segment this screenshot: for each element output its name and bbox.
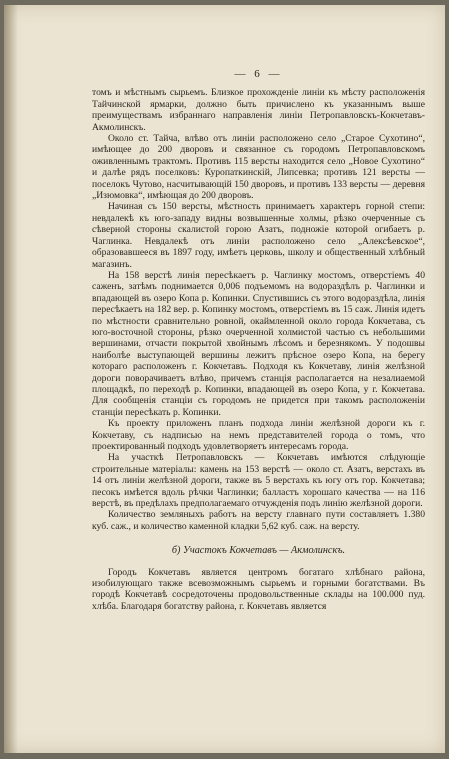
- paragraph: Около ст. Тайча, влѣво отъ линіи расположено село „Старое Сухотино“, имѣющее до 200 дворовъ и связанное съ городомъ Петропавловскомъ оживленнымъ трактомъ. Противъ 115 версты находится село „Новое Сухотино“ и далѣе рядъ поселковъ: Куропаткинскій, Липсевка; противъ 121 версты — поселокъ Чутово, насчитывающій 150 дворовъ, и противъ 133 версты — деревня „Изюмовка“, имѣющая до 200 дворовъ.: [92, 133, 425, 202]
- book-page: [4, 5, 445, 753]
- paragraph: На 158 верстѣ линія пересѣкаетъ р. Чаглинку мостомъ, отверстіемъ 40 саженъ, затѣмъ поднимается 0,006 подъемомъ на водораздѣлъ р. Чаглинки и впадающей въ озеро Копа р. Копинки. Спустившись съ этого водораздѣла, линія пересѣкаетъ на 182 вер. р. Копинку мостомъ, отверстіемъ въ 15 саж. Линія идетъ по мѣстности сравнительно ровной, окаймленной около города Кокчетава, съ юго-восточной стороны, рѣзко очерченной холмистой частью съ небольшими вершинами, отчасти покрытой хвойнымъ лѣсомъ и березнякомъ. У подошвы наиболѣе выступающей вершины лежитъ прѣсное озеро Копа, на берегу котораго расположенъ г. Кокчетавъ. Подходя къ Кокчетаву, линія желѣзной дороги поворачиваетъ влѣво, причемъ станція располагается на незалиаемой площадкѣ, по переходѣ р. Копинки, впадающей въ озеро Копа, у г. Кокчетава. Для сообщенія станціи съ городомъ не придется при такомъ расположеніи станціи пересѣкать р. Копинки.: [92, 269, 425, 418]
- section-heading: б) Участокъ Кокчетавъ — Акмолинскъ.: [171, 545, 346, 557]
- paragraph: На участкѣ Петропавловскъ — Кокчетавъ имѣются слѣдующіе строительные матеріалы: камень на 153 верстѣ — около ст. Азатъ, верстахъ въ 14 отъ линіи желѣзной дороги, также въ 5 верстахъ къ югу отъ гор. Кокчетава; песокъ имѣется вдоль рѣчки Чаглинки; балластъ хорошаго качества — на 116 верстѣ, въ предѣлахъ предполагаемаго отчужденія подъ линію желѣзной дороги.: [92, 452, 425, 510]
- paragraph: Количество земляныхъ работъ на версту главнаго пути составляетъ 1.380 куб. саж., и количество каменной кладки 5,62 куб. саж. на версту.: [92, 509, 425, 532]
- paragraph: Начиная съ 150 версты, мѣстность принимаетъ характеръ горной степи: невдалекѣ къ юго-западу видны возвышенные холмы, рѣзко очерченные съ сѣверной стороны скалистой горою Азатъ, подножіе которой огибаетъ р. Чаглинка. Невдалекѣ отъ линіи расположено село „Алексѣевское“, образовавшееся въ 1897 году, имѣетъ церковь, школу и общественный хлѣбный магазинъ.: [92, 201, 425, 270]
- paragraph: томъ и мѣстнымъ сырьемъ. Близкое прохожденіе линіи къ мѣсту расположенія Тайчинской ярмарки, должно быть причислено къ указаннымъ выше преимуществамъ избраннаго направленія линіи Петропавловскъ-Кокчетавъ-Акмолинскъ.: [92, 87, 425, 133]
- paragraph: Городъ Кокчетавъ является центромъ богатаго хлѣбнаго района, изобилующаго также всевозможнымъ сырьемъ и горными богатствами. Въ городѣ Кокчетавѣ сосредоточены продовольственные склады на 100.000 пуд. хлѣба. Благодаря богатству района, г. Кокчетавъ является: [92, 566, 425, 612]
- text-block: [92, 69, 425, 612]
- paragraph: Къ проекту приложенъ планъ подхода линіи желѣзной дороги къ г. Кокчетаву, съ надписью на немъ представителей города о томъ, что проектированный подходъ удовлетворяетъ интересамъ города.: [92, 418, 425, 452]
- binding-shadow: [4, 5, 18, 753]
- page-number: — 6 —: [234, 68, 283, 80]
